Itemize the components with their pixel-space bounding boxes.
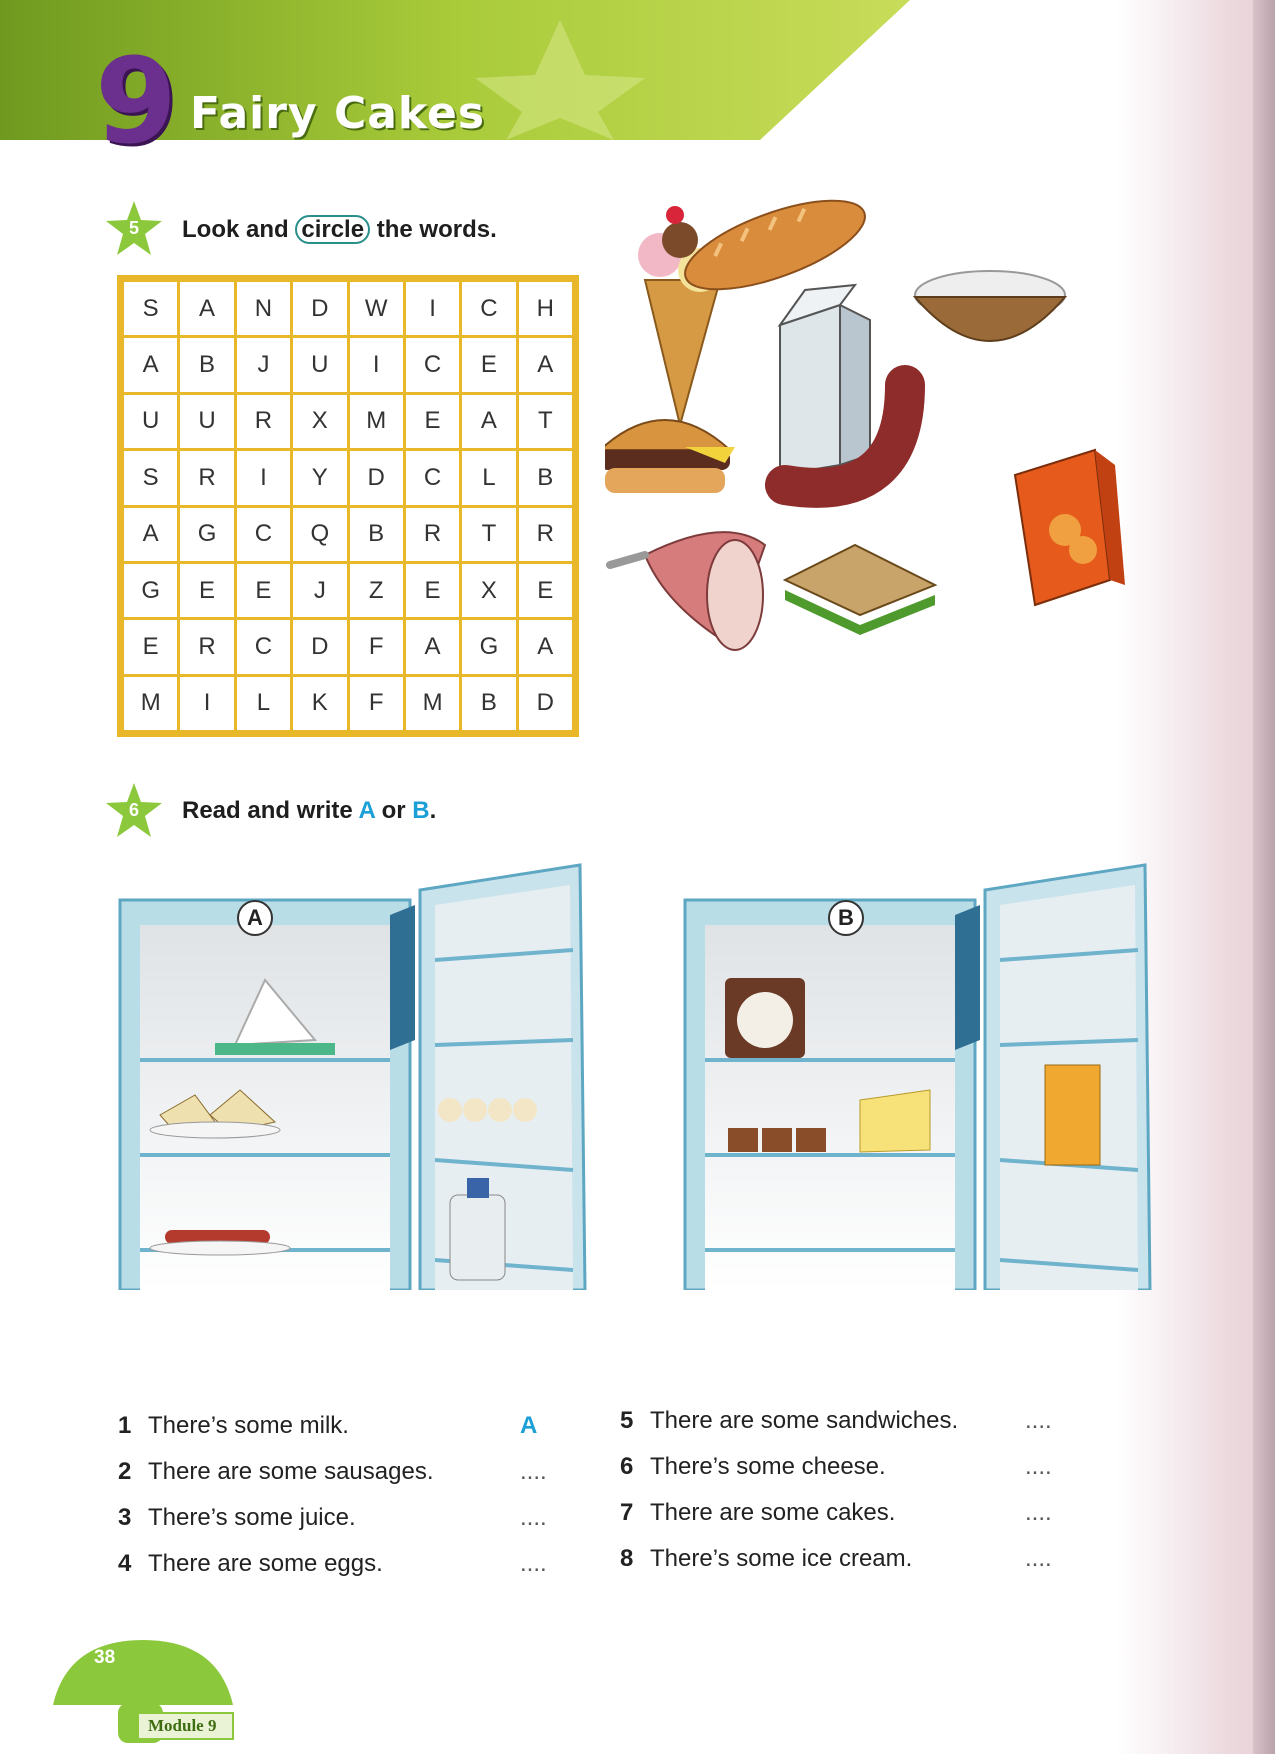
grid-cell[interactable]: W <box>350 282 403 335</box>
book-spine-edge <box>1253 0 1275 1754</box>
sentence-item <box>118 1458 433 1486</box>
answer-blank[interactable]: .... <box>1025 1545 1052 1572</box>
grid-cell[interactable]: R <box>519 508 572 561</box>
sentence-item <box>118 1504 356 1532</box>
answer-blank[interactable]: .... <box>1025 1499 1052 1526</box>
sentence-text: There are some sausages. <box>148 1458 434 1485</box>
grid-cell[interactable]: A <box>462 395 515 448</box>
sentence-text: There are some cakes. <box>650 1499 896 1526</box>
sentence-text: There’s some juice. <box>148 1504 356 1531</box>
grid-cell[interactable]: R <box>180 451 233 504</box>
grid-cell[interactable]: A <box>180 282 233 335</box>
sentence-item <box>118 1550 383 1578</box>
grid-cell[interactable]: M <box>350 395 403 448</box>
sentence-item <box>118 1412 349 1440</box>
ice-cream-cone-icon <box>638 206 722 425</box>
answer-blank[interactable]: .... <box>520 1458 547 1485</box>
sentence-item <box>620 1545 912 1573</box>
grid-cell[interactable]: D <box>350 451 403 504</box>
grid-cell[interactable]: Y <box>293 451 346 504</box>
grid-cell[interactable]: E <box>462 338 515 391</box>
rice-bowl-icon <box>915 271 1065 341</box>
sentence-number: 1 <box>118 1412 132 1439</box>
grid-cell[interactable]: E <box>406 395 459 448</box>
fridge-b-illustration <box>680 860 1160 1290</box>
grid-cell[interactable]: Z <box>350 564 403 617</box>
grid-cell[interactable]: T <box>519 395 572 448</box>
grid-cell[interactable]: E <box>180 564 233 617</box>
grid-cell[interactable]: T <box>462 508 515 561</box>
grid-cell[interactable]: F <box>350 677 403 730</box>
answer-blank[interactable]: A <box>520 1412 538 1439</box>
sentence-number: 5 <box>620 1407 634 1434</box>
grid-cell[interactable]: N <box>237 282 290 335</box>
page-number: 38 <box>94 1647 116 1668</box>
sentence-text: There’s some cheese. <box>650 1453 886 1480</box>
grid-cell[interactable]: X <box>293 395 346 448</box>
grid-cell[interactable]: H <box>519 282 572 335</box>
grid-cell[interactable]: D <box>293 282 346 335</box>
sentence-number: 2 <box>118 1458 132 1485</box>
chapter-title: Fairy Cakes <box>190 88 486 139</box>
grid-cell[interactable]: G <box>180 508 233 561</box>
exercise-5-number: 5 <box>128 218 139 238</box>
instruction-text-1: Read and write <box>182 797 359 824</box>
grid-cell[interactable]: D <box>293 620 346 673</box>
grid-cell[interactable]: C <box>237 620 290 673</box>
grid-cell[interactable]: I <box>237 451 290 504</box>
grid-cell[interactable]: B <box>350 508 403 561</box>
sentence-number: 4 <box>118 1550 132 1577</box>
grid-cell[interactable]: S <box>124 451 177 504</box>
sentence-text: There are some eggs. <box>148 1550 383 1577</box>
option-a-label: A <box>358 797 375 824</box>
instruction-text-end: . <box>429 797 437 824</box>
answer-blank[interactable]: .... <box>1025 1407 1052 1434</box>
grid-cell[interactable]: J <box>293 564 346 617</box>
grid-cell[interactable]: R <box>406 508 459 561</box>
circled-word: circle <box>295 215 370 244</box>
grid-cell[interactable]: I <box>350 338 403 391</box>
sentence-text: There are some sandwiches. <box>650 1407 959 1434</box>
sentence-number: 6 <box>620 1453 634 1480</box>
sentence-number: 3 <box>118 1504 132 1531</box>
instruction-text-mid: or <box>374 797 413 824</box>
sentence-number: 7 <box>620 1499 634 1526</box>
sentence-text: There’s some milk. <box>148 1412 349 1439</box>
grid-cell[interactable]: L <box>462 451 515 504</box>
exercise-5-star-icon <box>105 200 163 258</box>
grid-cell[interactable]: M <box>406 677 459 730</box>
grid-cell[interactable]: E <box>406 564 459 617</box>
answer-blank[interactable]: .... <box>520 1504 547 1531</box>
grid-cell[interactable]: X <box>462 564 515 617</box>
grid-cell[interactable]: E <box>519 564 572 617</box>
grid-cell[interactable]: J <box>237 338 290 391</box>
fridge-a-illustration <box>115 860 595 1290</box>
exercise-6-number: 6 <box>128 800 139 820</box>
grid-cell[interactable]: R <box>237 395 290 448</box>
grid-cell[interactable]: G <box>124 564 177 617</box>
grid-cell[interactable]: M <box>124 677 177 730</box>
food-illustrations <box>605 185 1150 725</box>
grid-cell[interactable]: R <box>180 620 233 673</box>
grid-cell[interactable]: L <box>237 677 290 730</box>
grid-cell[interactable]: U <box>180 395 233 448</box>
grid-cell[interactable]: B <box>519 451 572 504</box>
chapter-number: 9 <box>95 32 178 170</box>
grid-cell[interactable]: G <box>462 620 515 673</box>
burger-icon <box>605 420 735 493</box>
grid-cell[interactable]: A <box>406 620 459 673</box>
sandwich-icon <box>785 545 935 635</box>
answer-blank[interactable]: .... <box>1025 1453 1052 1480</box>
ham-leg-icon <box>610 532 765 650</box>
grid-cell[interactable]: B <box>462 677 515 730</box>
sentence-text: There’s some ice cream. <box>650 1545 913 1572</box>
grid-cell[interactable]: I <box>180 677 233 730</box>
grid-cell[interactable]: C <box>462 282 515 335</box>
grid-cell[interactable]: D <box>519 677 572 730</box>
grid-cell[interactable]: B <box>180 338 233 391</box>
grid-cell[interactable]: A <box>124 508 177 561</box>
exercise-6-instruction <box>182 797 436 825</box>
grid-cell[interactable]: K <box>293 677 346 730</box>
grid-cell[interactable]: A <box>519 338 572 391</box>
grid-cell[interactable]: C <box>406 338 459 391</box>
grid-cell[interactable]: E <box>124 620 177 673</box>
instruction-text-1: Look and <box>182 216 296 243</box>
grid-cell[interactable]: U <box>124 395 177 448</box>
instruction-text-2: the words. <box>370 216 497 243</box>
grid-cell[interactable]: F <box>350 620 403 673</box>
milk-carton-icon <box>780 285 870 475</box>
fridge-b-label: B <box>828 900 864 936</box>
option-b-label: B <box>412 797 430 824</box>
grid-cell[interactable]: C <box>406 451 459 504</box>
grid-cell[interactable]: I <box>406 282 459 335</box>
exercise-5-instruction <box>182 215 497 244</box>
word-search-grid <box>117 275 579 737</box>
answer-blank[interactable]: .... <box>520 1550 547 1577</box>
sentence-number: 8 <box>620 1545 634 1572</box>
sentence-item <box>620 1407 958 1435</box>
sentence-item <box>620 1453 886 1481</box>
grid-cell[interactable]: Q <box>293 508 346 561</box>
exercise-6-star-icon <box>105 782 163 840</box>
grid-cell[interactable]: C <box>237 508 290 561</box>
juice-box-icon <box>1015 450 1125 605</box>
grid-cell[interactable]: U <box>293 338 346 391</box>
grid-cell[interactable]: E <box>237 564 290 617</box>
grid-cell[interactable]: A <box>124 338 177 391</box>
sentence-item <box>620 1499 895 1527</box>
grid-cell[interactable]: S <box>124 282 177 335</box>
fridge-a-label: A <box>237 900 273 936</box>
module-label: Module 9 <box>148 1716 217 1735</box>
grid-cell[interactable]: A <box>519 620 572 673</box>
